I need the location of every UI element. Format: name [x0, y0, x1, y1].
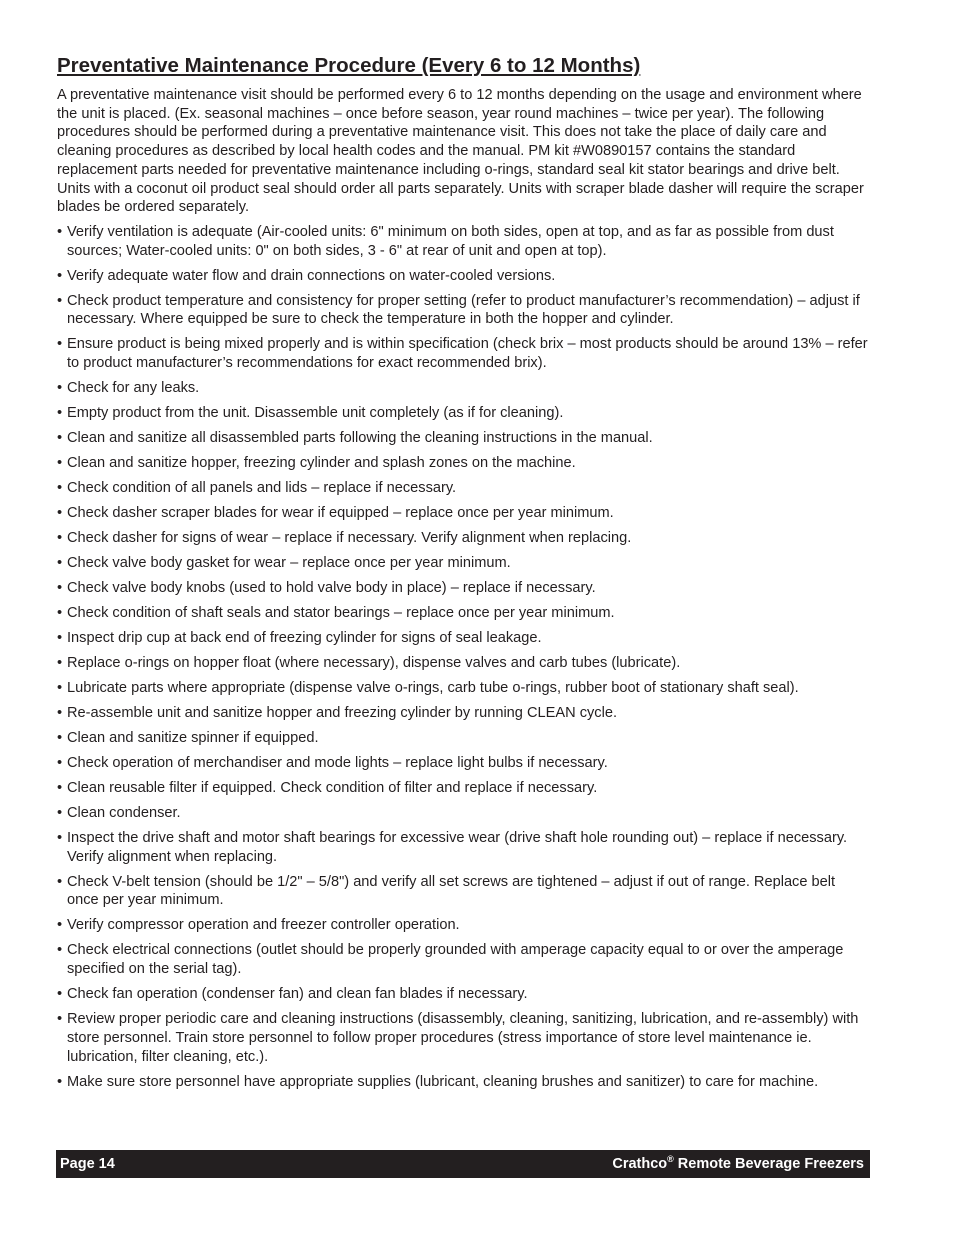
bullet-icon: • — [57, 986, 63, 1003]
checklist-item-text: Check operation of merchandiser and mode lights – replace light bulbs if necessary. — [67, 755, 608, 772]
checklist-item-text: Check fan operation (condenser fan) and clean fan blades if necessary. — [67, 986, 528, 1003]
bullet-icon: • — [57, 455, 63, 472]
document-page — [57, 54, 869, 1098]
checklist-item — [57, 404, 869, 423]
checklist-item — [57, 604, 869, 623]
bullet-icon: • — [57, 942, 63, 959]
bullet-icon: • — [57, 336, 63, 353]
checklist-item-text: Make sure store personnel have appropriate supplies (lubricant, cleaning brushes and sanitizer) to care for machine. — [67, 1073, 819, 1090]
checklist-item-text: Check dasher for signs of wear – replace if necessary. Verify alignment when replacing. — [67, 530, 632, 547]
checklist-item — [57, 704, 869, 723]
checklist-item-text: Replace o-rings on hopper float (where necessary), dispense valves and carb tubes (lubricate). — [67, 655, 681, 672]
checklist-item-text: Inspect drip cup at back end of freezing cylinder for signs of seal leakage. — [67, 630, 542, 647]
bullet-icon: • — [57, 1073, 63, 1090]
checklist-item-text: Check product temperature and consistency for proper setting (refer to product manufacturer’s recommendation) – adjust if necessary. Where equipped be sure to check the temperature in both the hopper and cylinder. — [67, 292, 860, 328]
bullet-icon: • — [57, 630, 63, 647]
checklist-item-text: Check valve body knobs (used to hold valve body in place) – replace if necessary. — [67, 580, 596, 597]
checklist-item — [57, 579, 869, 598]
bullet-icon: • — [57, 405, 63, 422]
registered-mark: ® — [667, 1154, 674, 1165]
checklist-item — [57, 529, 869, 548]
bullet-icon: • — [57, 267, 63, 284]
bullet-icon: • — [57, 555, 63, 572]
maintenance-checklist — [57, 223, 869, 1091]
page-number: Page 14 — [60, 1156, 115, 1172]
bullet-icon: • — [57, 830, 63, 847]
checklist-item-text: Check electrical connections (outlet should be properly grounded with amperage capacity equal to or over the amperage specified on the serial tag). — [67, 942, 844, 978]
page-footer — [56, 1150, 870, 1178]
bullet-icon: • — [57, 873, 63, 890]
bullet-icon: • — [57, 580, 63, 597]
checklist-item — [57, 873, 869, 910]
bullet-icon: • — [57, 805, 63, 822]
bullet-icon: • — [57, 705, 63, 722]
checklist-item — [57, 554, 869, 573]
section-title: Preventative Maintenance Procedure (Every 6 to 12 Months) — [57, 54, 641, 77]
checklist-item — [57, 223, 869, 260]
bullet-icon: • — [57, 223, 63, 240]
checklist-item — [57, 804, 869, 823]
checklist-item-text: Empty product from the unit. Disassemble unit completely (as if for cleaning). — [67, 405, 564, 422]
checklist-item — [57, 754, 869, 773]
bullet-icon: • — [57, 680, 63, 697]
checklist-item-text: Verify ventilation is adequate (Air-cooled units: 6" minimum on both sides, open at top, and as far as possible from dust sources; Water-cooled units: 0" on both sides, 3 - 6" at rear of unit and open at top). — [67, 223, 834, 259]
checklist-item — [57, 479, 869, 498]
checklist-item-text: Clean condenser. — [67, 805, 181, 822]
checklist-item — [57, 267, 869, 286]
checklist-item-text: Verify compressor operation and freezer controller operation. — [67, 917, 460, 934]
product-name: Remote Beverage Freezers — [673, 1156, 864, 1172]
checklist-item — [57, 504, 869, 523]
checklist-item — [57, 729, 869, 748]
checklist-item — [57, 629, 869, 648]
checklist-item — [57, 379, 869, 398]
checklist-item-text: Clean reusable filter if equipped. Check condition of filter and replace if necessary. — [67, 780, 598, 797]
intro-paragraph: A preventative maintenance visit should be performed every 6 to 12 months depending on the usage and environment where the unit is placed. (Ex. seasonal machines – once before season, year round machines – twice per year). The following procedures should be performed during a preventative maintenance visit. This does not take the place of daily care and cleaning procedures as described by local health codes and the manual. PM kit #W0890157 contains the standard replacement parts needed for preventative maintenance including o-rings, standard seal kit stator bearings and drive belt. Units with a coconut oil product seal should order all parts separately. Units with scraper blade dasher will require the scraper blades be ordered separately. — [57, 87, 864, 216]
checklist-item — [57, 1073, 869, 1092]
checklist-item — [57, 654, 869, 673]
checklist-item-text: Check condition of all panels and lids – replace if necessary. — [67, 480, 457, 497]
checklist-item-text: Clean and sanitize spinner if equipped. — [67, 730, 319, 747]
checklist-item — [57, 335, 869, 372]
bullet-icon: • — [57, 292, 63, 309]
checklist-item-text: Lubricate parts where appropriate (dispense valve o-rings, carb tube o-rings, rubber boot of stationary shaft seal). — [67, 680, 799, 697]
checklist-item — [57, 679, 869, 698]
checklist-item — [57, 454, 869, 473]
checklist-item-text: Verify adequate water flow and drain connections on water-cooled versions. — [67, 267, 556, 284]
bullet-icon: • — [57, 780, 63, 797]
checklist-item-text: Re-assemble unit and sanitize hopper and freezing cylinder by running CLEAN cycle. — [67, 705, 617, 722]
checklist-item — [57, 1010, 869, 1066]
checklist-item — [57, 985, 869, 1004]
bullet-icon: • — [57, 380, 63, 397]
bullet-icon: • — [57, 917, 63, 934]
checklist-item — [57, 292, 869, 329]
checklist-item — [57, 941, 869, 978]
checklist-item — [57, 779, 869, 798]
checklist-item-text: Check valve body gasket for wear – replace once per year minimum. — [67, 555, 511, 572]
bullet-icon: • — [57, 730, 63, 747]
brand-name: Crathco — [612, 1156, 668, 1172]
checklist-item — [57, 429, 869, 448]
checklist-item-text: Inspect the drive shaft and motor shaft bearings for excessive wear (drive shaft hole rounding out) – replace if necessary. Verify alignment when replacing. — [67, 830, 848, 865]
checklist-item — [57, 829, 869, 866]
bullet-icon: • — [57, 655, 63, 672]
checklist-item-text: Check dasher scraper blades for wear if equipped – replace once per year minimum. — [67, 505, 614, 522]
checklist-item-text: Check for any leaks. — [67, 380, 200, 397]
bullet-icon: • — [57, 430, 63, 447]
checklist-item-text: Ensure product is being mixed properly and is within specification (check brix – most products should be around 13% – refer to product manufacturer’s recommendations for exact recommended brix). — [67, 336, 868, 372]
checklist-item-text: Clean and sanitize hopper, freezing cylinder and splash zones on the machine. — [67, 455, 576, 472]
checklist-item-text: Review proper periodic care and cleaning instructions (disassembly, cleaning, sanitizing, lubrication, and re-assembly) with store personnel. Train store personnel to follow proper procedures (stress importance of store level maintenance ie. lubrication, filter cleaning, etc.). — [67, 1011, 859, 1065]
footer-product-title — [612, 1156, 864, 1172]
bullet-icon: • — [57, 755, 63, 772]
bullet-icon: • — [57, 530, 63, 547]
checklist-item — [57, 916, 869, 935]
checklist-item-text: Check condition of shaft seals and stator bearings – replace once per year minimum. — [67, 605, 615, 622]
bullet-icon: • — [57, 480, 63, 497]
bullet-icon: • — [57, 505, 63, 522]
bullet-icon: • — [57, 605, 63, 622]
checklist-item-text: Check V-belt tension (should be 1/2" – 5/8") and verify all set screws are tightened – adjust if out of range. Replace belt once per year minimum. — [67, 873, 836, 909]
bullet-icon: • — [57, 1011, 63, 1028]
checklist-item-text: Clean and sanitize all disassembled parts following the cleaning instructions in the manual. — [67, 430, 653, 447]
